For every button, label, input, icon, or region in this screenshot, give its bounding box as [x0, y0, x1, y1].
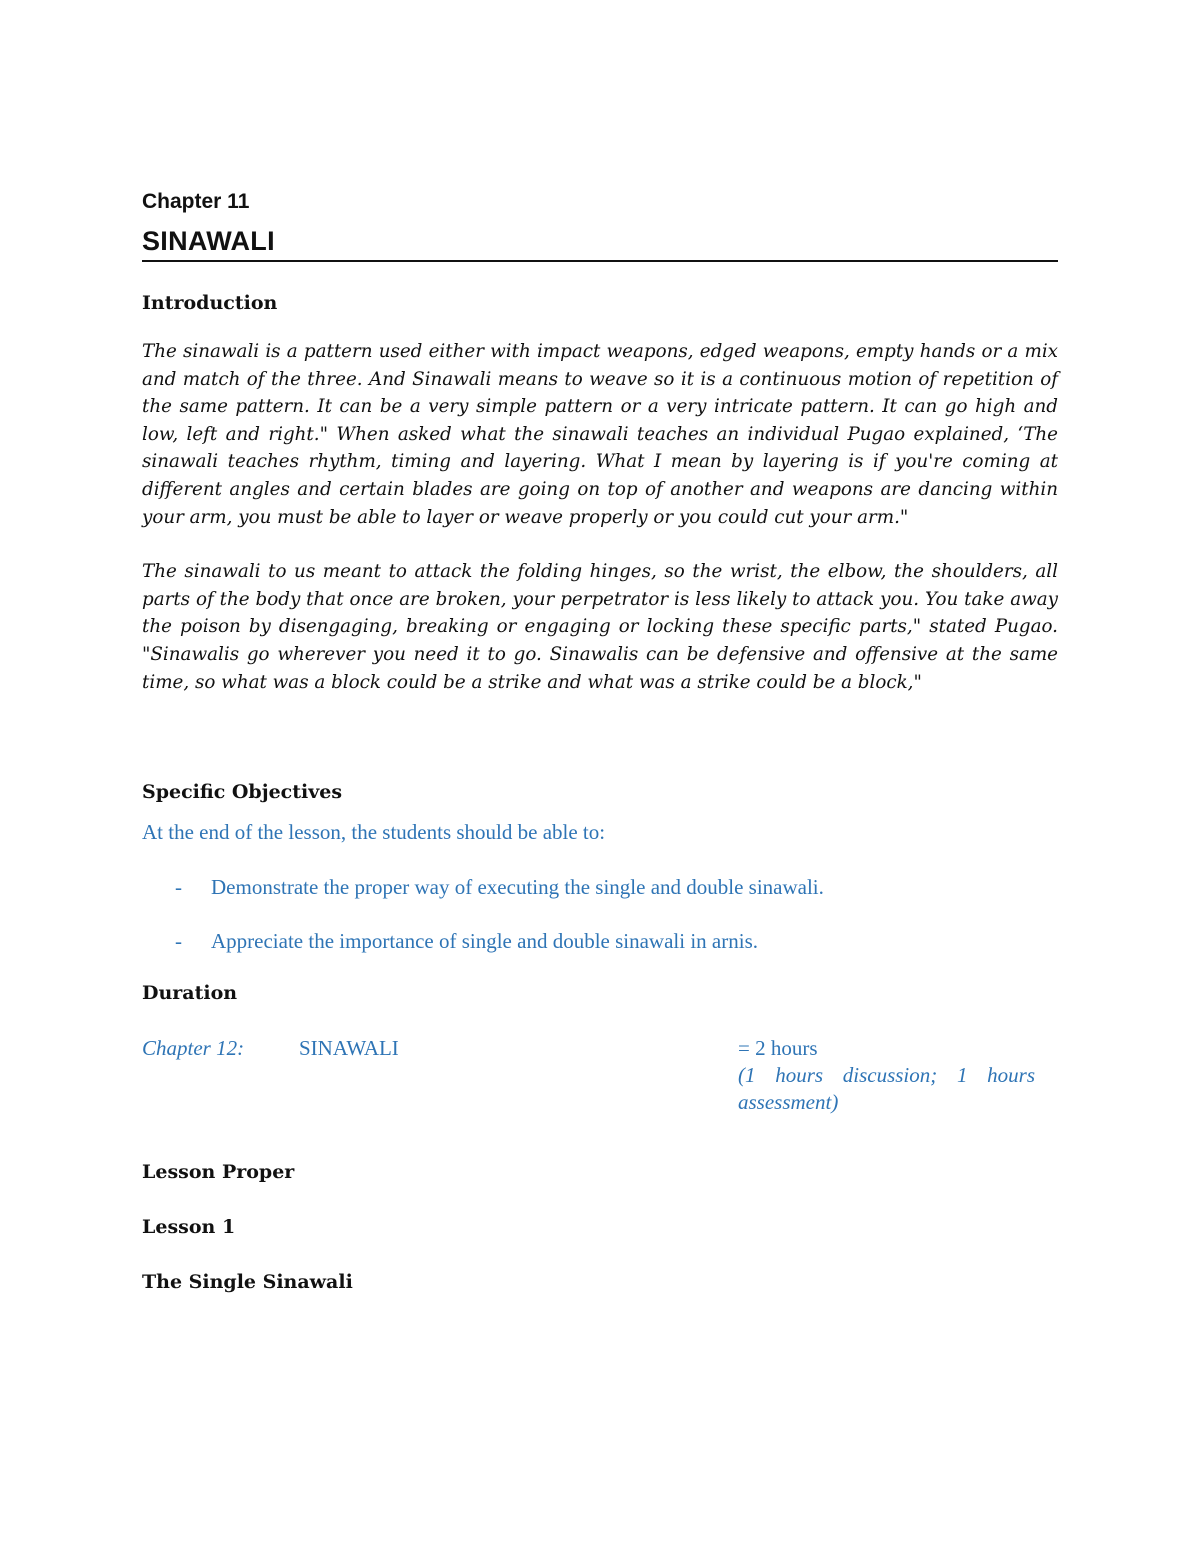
duration-hours: = 2 hours: [738, 1036, 818, 1061]
bullet-dash: -: [175, 875, 182, 900]
chapter-label: Chapter 11: [142, 190, 250, 213]
objectives-heading: Specific Objectives: [142, 781, 343, 804]
objective-text: Demonstrate the proper way of executing the single and double sinawali.: [211, 875, 824, 900]
objectives-lead: At the end of the lesson, the students should be able to:: [142, 820, 606, 845]
document-page: [142, 188, 1058, 1295]
introduction-paragraph-1: The sinawali is a pattern used either with impact weapons, edged weapons, empty hands or a mix and match of the three. And Sinawali means to weave so it is a continuous motion of repetition of the same pattern. It can be a very simple pattern or a very intricate pattern. It can go high and low, left and right." When asked what the sinawali teaches an individual Pugao explained, ‘The sinawali teaches rhythm, timing and layering. What I mean by layering is if you're coming at different angles and certain blades are going on top of another and weapons are dancing within your arm, you must be able to layer or weave properly or you could cut your arm.": [142, 341, 1058, 528]
chapter-title: SINAWALI: [142, 224, 1058, 262]
lesson-proper-heading: Lesson Proper: [142, 1161, 295, 1184]
lesson-title-heading: The Single Sinawali: [142, 1271, 353, 1294]
duration-row: [142, 1035, 1058, 1119]
duration-heading: Duration: [142, 982, 238, 1005]
introduction-heading: Introduction: [142, 292, 278, 314]
introduction-paragraph-2: The sinawali to us meant to attack the folding hinges, so the wrist, the elbow, the shoulders, all parts of the body that once are broken, your perpetrator is less likely to attack you. You take away the poison by disengaging, breaking or engaging or locking these specific parts," stated Pugao. "Sinawalis go wherever you need it to go. Sinawalis can be defensive and offensive at the same time, so what was a block could be a strike and what was a strike could be a block,": [142, 561, 1058, 693]
objective-text: Appreciate the importance of single and double sinawali in arnis.: [211, 929, 758, 954]
bullet-dash: -: [175, 929, 182, 954]
lesson-number-heading: Lesson 1: [142, 1216, 236, 1239]
objective-item: [142, 874, 1058, 901]
objective-item: [142, 928, 1058, 955]
duration-note: (1 hours discussion; 1 hours assessment): [738, 1063, 1035, 1115]
duration-chapter: Chapter 12:: [142, 1036, 245, 1061]
duration-hours-block: [738, 1035, 1035, 1116]
duration-topic: SINAWALI: [299, 1036, 399, 1061]
